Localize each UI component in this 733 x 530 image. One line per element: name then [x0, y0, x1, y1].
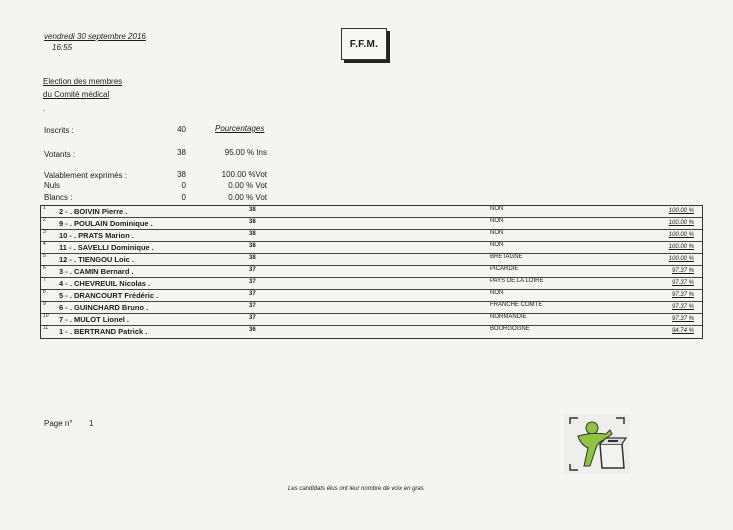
votants-label: Votants :	[44, 150, 76, 159]
candidate-name: 1 - . BERTRAND Patrick .	[59, 327, 148, 336]
candidate-percent: 94.74 %	[671, 328, 694, 334]
table-row	[41, 314, 702, 326]
candidate-votes: 37	[249, 267, 256, 273]
candidate-region: NORMANDIE	[490, 314, 527, 320]
candidate-region: NON	[490, 290, 504, 296]
voter-head	[586, 422, 598, 434]
table-row	[41, 302, 702, 314]
candidate-region: PAYS DE LA LOIRE	[490, 278, 544, 284]
candidate-percent: 97.37 %	[671, 268, 694, 274]
report-time: 16:55	[52, 43, 73, 52]
candidate-votes: 38	[249, 255, 256, 261]
ballot-box	[600, 444, 624, 468]
percent-heading: Pourcentages	[215, 124, 265, 133]
candidate-percent: 100.00 %	[668, 244, 694, 250]
nuls-label: Nuls	[44, 181, 61, 190]
candidate-votes: 36	[249, 327, 256, 333]
candidate-percent: 97.37 %	[671, 304, 694, 310]
votants-value: 38	[177, 148, 186, 157]
blancs-percent: 0.00 % Vot	[228, 193, 267, 202]
row-rank: 3	[43, 229, 46, 235]
table-row	[41, 230, 702, 242]
valables-value: 38	[177, 170, 186, 179]
logo-text: F.F.M.	[349, 38, 379, 50]
ballot-slot	[608, 440, 618, 442]
candidate-name: 3 - . CAMIN Bernard .	[59, 267, 134, 276]
page-number: 1	[89, 419, 94, 428]
candidate-percent: 100.00 %	[668, 208, 694, 214]
ffm-logo	[341, 28, 387, 60]
table-row	[41, 218, 702, 230]
candidate-votes: 38	[249, 219, 256, 225]
candidate-percent: 100.00 %	[668, 220, 694, 226]
row-rank: 4	[43, 241, 46, 247]
table-row	[41, 242, 702, 254]
candidate-name: 5 - . DRANCOURT Frédéric .	[59, 291, 159, 300]
candidate-votes: 37	[249, 291, 256, 297]
candidate-votes: 38	[249, 243, 256, 249]
nuls-percent: 0.00 % Vot	[228, 181, 267, 190]
valables-label: Valablement exprimés :	[44, 171, 127, 180]
candidate-percent: 100.00 %	[668, 232, 694, 238]
candidate-region: BOURGOGNE	[490, 326, 530, 332]
ballot-box-voter-icon	[564, 414, 630, 474]
blancs-label: Blancs :	[44, 193, 73, 202]
candidate-region: NON	[490, 218, 504, 224]
candidate-name: 12 - . TIENGOU Loic .	[59, 255, 135, 264]
candidate-name: 9 - . POULAIN Dominique .	[59, 219, 153, 228]
inscrits-label: Inscrits :	[44, 126, 74, 135]
row-rank: 11	[43, 325, 49, 331]
blancs-value: 0	[181, 193, 186, 202]
candidate-region: NON	[490, 230, 504, 236]
table-row	[41, 206, 702, 218]
page-label: Page n°	[44, 419, 73, 428]
candidate-percent: 97.37 %	[671, 316, 694, 322]
row-rank: 9	[43, 301, 46, 307]
election-title-line1: Election des membres	[43, 77, 123, 86]
title-dot: .	[43, 104, 46, 113]
candidate-votes: 37	[249, 279, 256, 285]
row-rank: 1	[43, 205, 46, 211]
candidate-votes: 37	[249, 315, 256, 321]
row-rank: 2	[43, 217, 46, 223]
table-row	[41, 278, 702, 290]
candidate-name: 11 - . SAVELLI Dominique .	[59, 243, 154, 252]
footnote: Les candidats élus ont leur nombre de voix en gras	[288, 486, 424, 492]
valables-percent: 100.00 %Vot	[221, 170, 267, 179]
inscrits-value: 40	[177, 125, 186, 134]
candidate-region: NON	[490, 206, 504, 212]
row-rank: 7	[43, 277, 46, 283]
candidate-name: 10 - . PRATS Marion .	[59, 231, 134, 240]
candidate-region: BRETAGNE	[490, 254, 523, 260]
row-rank: 10	[43, 313, 49, 319]
row-rank: 6	[43, 265, 46, 271]
row-rank: 8	[43, 289, 46, 295]
table-row	[41, 254, 702, 266]
table-row	[41, 326, 702, 338]
row-rank: 5	[43, 253, 46, 259]
report-date: vendredi 30 septembre 2016	[44, 32, 146, 41]
candidate-name: 4 - . CHEVREUIL Nicolas .	[59, 279, 151, 288]
candidate-percent: 97.37 %	[671, 292, 694, 298]
candidate-name: 2 - . BOIVIN Pierre .	[59, 207, 128, 216]
candidate-region: PICARDIE	[490, 266, 519, 272]
results-table	[40, 205, 703, 339]
candidate-votes: 38	[249, 231, 256, 237]
election-title-line2: du Comité médical	[43, 90, 110, 99]
table-row	[41, 290, 702, 302]
nuls-value: 0	[181, 181, 186, 190]
table-row	[41, 266, 702, 278]
candidate-name: 6 - . GUINCHARD Bruno .	[59, 303, 149, 312]
candidate-votes: 37	[249, 303, 256, 309]
candidate-votes: 38	[249, 207, 256, 213]
candidate-name: 7 - . MULOT Lionel .	[59, 315, 129, 324]
candidate-region: FRANCHE COMTE	[490, 302, 543, 308]
votants-percent: 95.00 % Ins	[224, 148, 267, 157]
candidate-percent: 100.00 %	[668, 256, 694, 262]
candidate-region: NON	[490, 242, 504, 248]
candidate-percent: 97.37 %	[671, 280, 694, 286]
